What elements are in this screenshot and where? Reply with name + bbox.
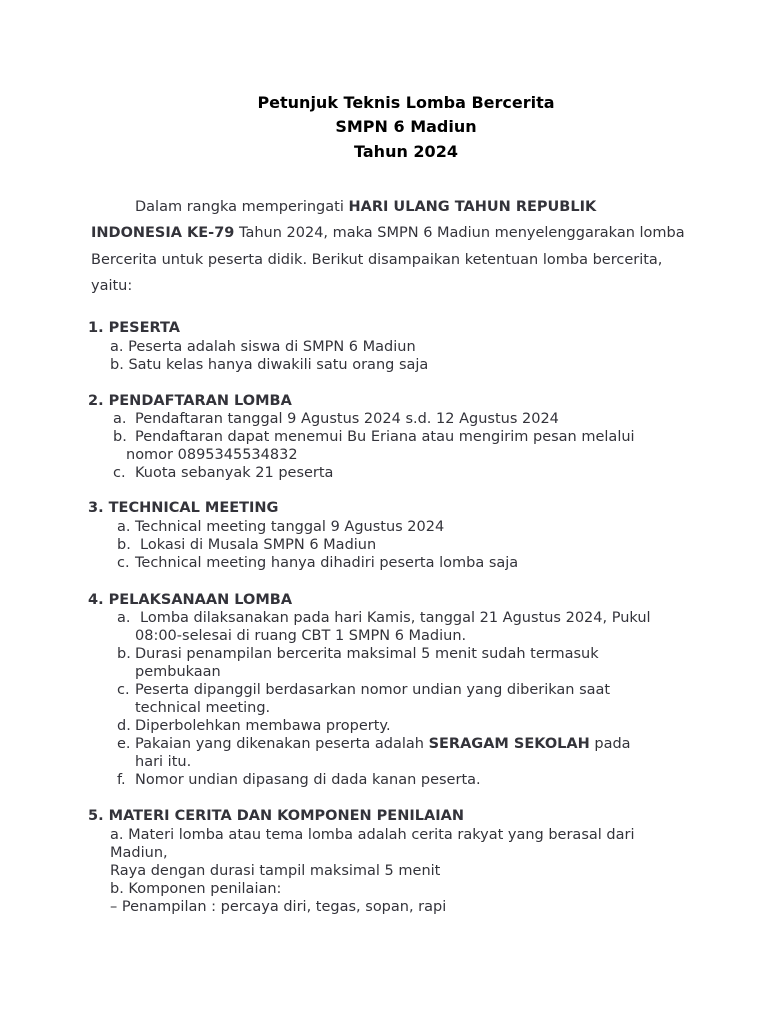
list-item <box>113 465 333 481</box>
list-item-continuation: 08:00-selesai di ruang CBT 1 SMPN 6 Madiun. <box>135 628 467 644</box>
intro-text-start: Dalam rangka memperingati <box>135 199 349 215</box>
list-item-text: Nomor undian dipasang di dada kanan peserta. <box>135 772 481 788</box>
list-marker: a. <box>113 411 127 427</box>
list-marker: e. <box>117 736 131 752</box>
list-item-text: Peserta dipanggil berdasarkan nomor undian yang diberikan saat <box>135 682 611 698</box>
list-item <box>117 736 631 752</box>
list-marker: c. <box>113 465 126 481</box>
list-marker: a. <box>110 339 124 355</box>
list-item-text: Pendaftaran dapat menemui Bu Eriana atau mengirim pesan melalui <box>135 429 635 445</box>
section-heading-peserta: 1. PESERTA <box>88 320 181 336</box>
list-item-text: Technical meeting tanggal 9 Agustus 2024 <box>135 519 445 535</box>
list-item-continuation: hari itu. <box>135 754 192 770</box>
list-marker: b. <box>113 429 127 445</box>
list-item-text: Pakaian yang dikenakan peserta adalah <box>135 736 429 752</box>
list-marker: d. <box>117 718 131 734</box>
list-item <box>113 411 559 427</box>
list-item-text: Lokasi di Musala SMPN 6 Madiun <box>140 537 377 553</box>
list-item <box>117 610 651 626</box>
list-item <box>117 718 391 734</box>
text-line: Madiun, <box>110 845 168 861</box>
list-item-text: Lomba dilaksanakan pada hari Kamis, tanggal 21 Agustus 2024, Pukul <box>140 610 651 626</box>
text-line: Raya dengan durasi tampil maksimal 5 menit <box>110 863 441 879</box>
list-marker: c. <box>117 682 130 698</box>
list-marker: b. <box>117 537 131 553</box>
bold-emphasis: SERAGAM SEKOLAH <box>428 736 590 752</box>
list-marker: b. <box>117 646 131 662</box>
document-title-line-3: Tahun 2024 <box>354 142 458 161</box>
list-item-text: Technical meeting hanya dihadiri peserta lomba saja <box>135 555 519 571</box>
document-title-line-2: SMPN 6 Madiun <box>335 117 477 136</box>
section-heading-pendaftaran: 2. PENDAFTARAN LOMBA <box>88 393 292 409</box>
list-item <box>117 772 481 788</box>
list-item-text: Satu kelas hanya diwakili satu orang saja <box>128 357 429 373</box>
list-item <box>113 429 635 445</box>
intro-text-end: Tahun 2024, maka SMPN 6 Madiun menyelenggarakan lomba Bercerita untuk peserta didik. Berikut disampaikan ketentuan lomba bercerita, yaitu: <box>91 225 685 294</box>
intro-bold-text: HARI ULANG TAHUN REPUBLIK INDONESIA KE-79 <box>91 199 597 242</box>
section-heading-materi: 5. MATERI CERITA DAN KOMPONEN PENILAIAN <box>88 808 464 824</box>
list-item-text: Peserta adalah siswa di SMPN 6 Madiun <box>128 339 416 355</box>
text-line: b. Komponen penilaian: <box>110 881 282 897</box>
list-item <box>117 682 610 698</box>
list-marker: f. <box>117 772 126 788</box>
text-line: – Penampilan : percaya diri, tegas, sopan, rapi <box>110 899 447 915</box>
list-item <box>117 555 518 571</box>
list-item-text: Kuota sebanyak 21 peserta <box>135 465 334 481</box>
list-item-continuation: technical meeting. <box>135 700 271 716</box>
list-marker: a. <box>117 519 131 535</box>
list-marker: a. <box>117 610 131 626</box>
list-item <box>110 357 428 373</box>
list-item-continuation: nomor 0895345534832 <box>126 447 298 463</box>
text-line: a. Materi lomba atau tema lomba adalah cerita rakyat yang berasal dari <box>110 827 635 843</box>
list-item-text: Pendaftaran tanggal 9 Agustus 2024 s.d. 12 Agustus 2024 <box>135 411 559 427</box>
document-title-line-1: Petunjuk Teknis Lomba Bercerita <box>257 93 555 112</box>
list-item-text: Diperbolehkan membawa property. <box>135 718 391 734</box>
list-item <box>110 339 416 355</box>
list-item <box>117 646 599 662</box>
list-item-text: Durasi penampilan bercerita maksimal 5 menit sudah termasuk <box>135 646 599 662</box>
intro-paragraph <box>91 194 691 299</box>
list-item <box>117 519 444 535</box>
list-marker: c. <box>117 555 130 571</box>
list-item-continuation: pembukaan <box>135 664 221 680</box>
section-heading-technical-meeting: 3. TECHNICAL MEETING <box>88 500 279 516</box>
section-heading-pelaksanaan: 4. PELAKSANAAN LOMBA <box>88 592 293 608</box>
list-item <box>117 537 376 553</box>
list-marker: b. <box>110 357 124 373</box>
list-item-text-after: pada <box>589 736 631 752</box>
